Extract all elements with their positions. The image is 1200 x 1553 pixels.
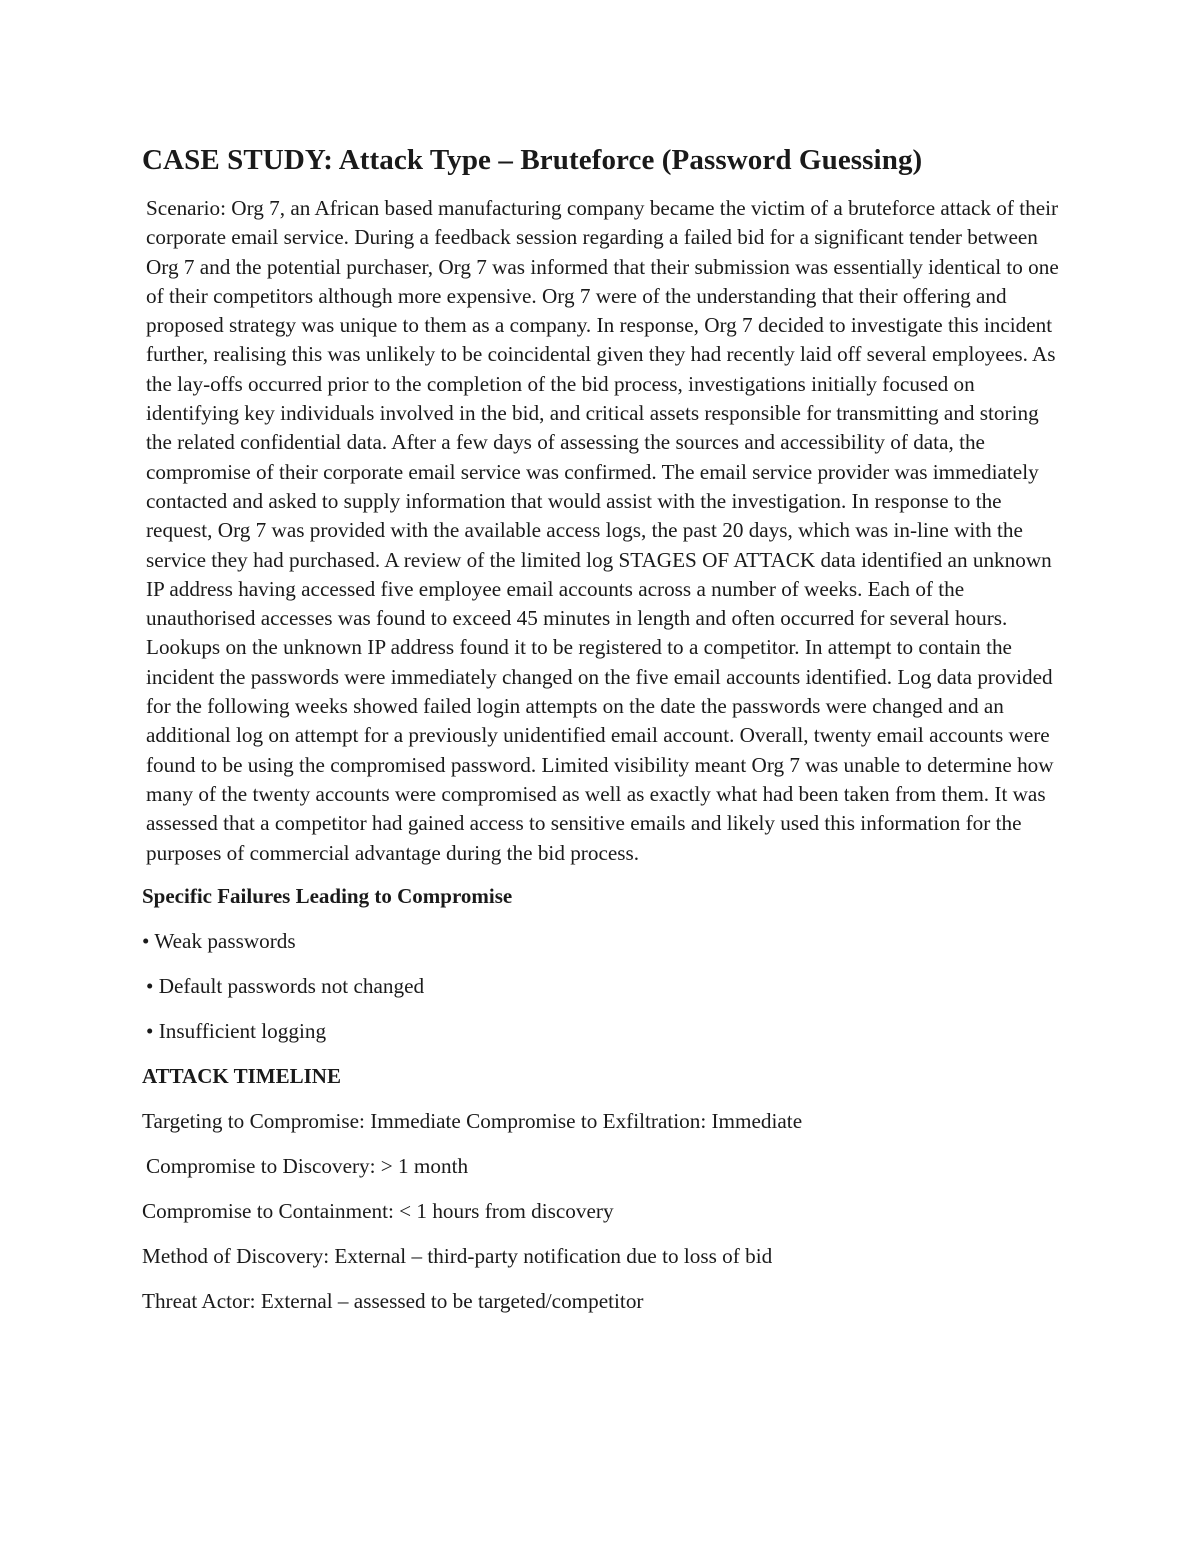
page-title: CASE STUDY: Attack Type – Bruteforce (Password Guessing) — [142, 144, 923, 176]
timeline-method-of-discovery: Method of Discovery: External – third-party notification due to loss of bid — [142, 1243, 773, 1268]
failure-item-weak-passwords: • Weak passwords — [142, 928, 296, 953]
timeline-heading: ATTACK TIMELINE — [142, 1063, 341, 1088]
timeline-containment: Compromise to Containment: < 1 hours from discovery — [142, 1198, 614, 1223]
scenario-paragraph: Scenario: Org 7, an African based manufacturing company became the victim of a bruteforce attack of their corporate email service. During a feedback session regarding a failed bid for a significant tender between Org 7 and the potential purchaser, Org 7 was informed that their submission was essentially identical to one of their competitors although more expensive. Org 7 were of the understanding that their offering and proposed strategy was unique to them as a company. In response, Org 7 decided to investigate this incident further, realising this was unlikely to be coincidental given they had recently laid off several employees. As the lay-offs occurred prior to the completion of the bid process, investigations initially focused on identifying key individuals involved in the bid, and critical assets responsible for transmitting and storing the related confidential data. After a few days of assessing the sources and accessibility of data, the compromise of their corporate email service was confirmed. The email service provider was immediately contacted and asked to supply information that would assist with the investigation. In response to the request, Org 7 was provided with the available access logs, the past 20 days, which was in-line with the service they had purchased. A review of the limited log STAGES OF ATTACK data identified an unknown IP address having accessed five employee email accounts across a number of weeks. Each of the unauthorised accesses was found to exceed 45 minutes in length and often occurred for several hours. Lookups on the unknown IP address found it to be registered to a competitor. In attempt to contain the incident the passwords were immediately changed on the five email accounts identified. Log data provided for the following weeks showed failed login attempts on the date the passwords were changed and an additional log on attempt for a previously unidentified email account. Overall, twenty email accounts were found to be using the compromised password. Limited visibility meant Org 7 was unable to determine how many of the twenty accounts were compromised as well as exactly what had been taken from them. It was assessed that a competitor had gained access to sensitive emails and likely used this information for the purposes of commercial advantage during the bid process. — [146, 196, 1059, 865]
failure-item-default-passwords: • Default passwords not changed — [146, 973, 425, 998]
timeline-discovery: Compromise to Discovery: > 1 month — [146, 1153, 469, 1178]
failure-item-insufficient-logging: • Insufficient logging — [146, 1018, 327, 1043]
timeline-targeting: Targeting to Compromise: Immediate Compromise to Exfiltration: Immediate — [142, 1108, 803, 1133]
timeline-threat-actor: Threat Actor: External – assessed to be targeted/competitor — [142, 1288, 644, 1313]
failures-heading: Specific Failures Leading to Compromise — [142, 883, 513, 908]
document-page — [142, 140, 1062, 1332]
